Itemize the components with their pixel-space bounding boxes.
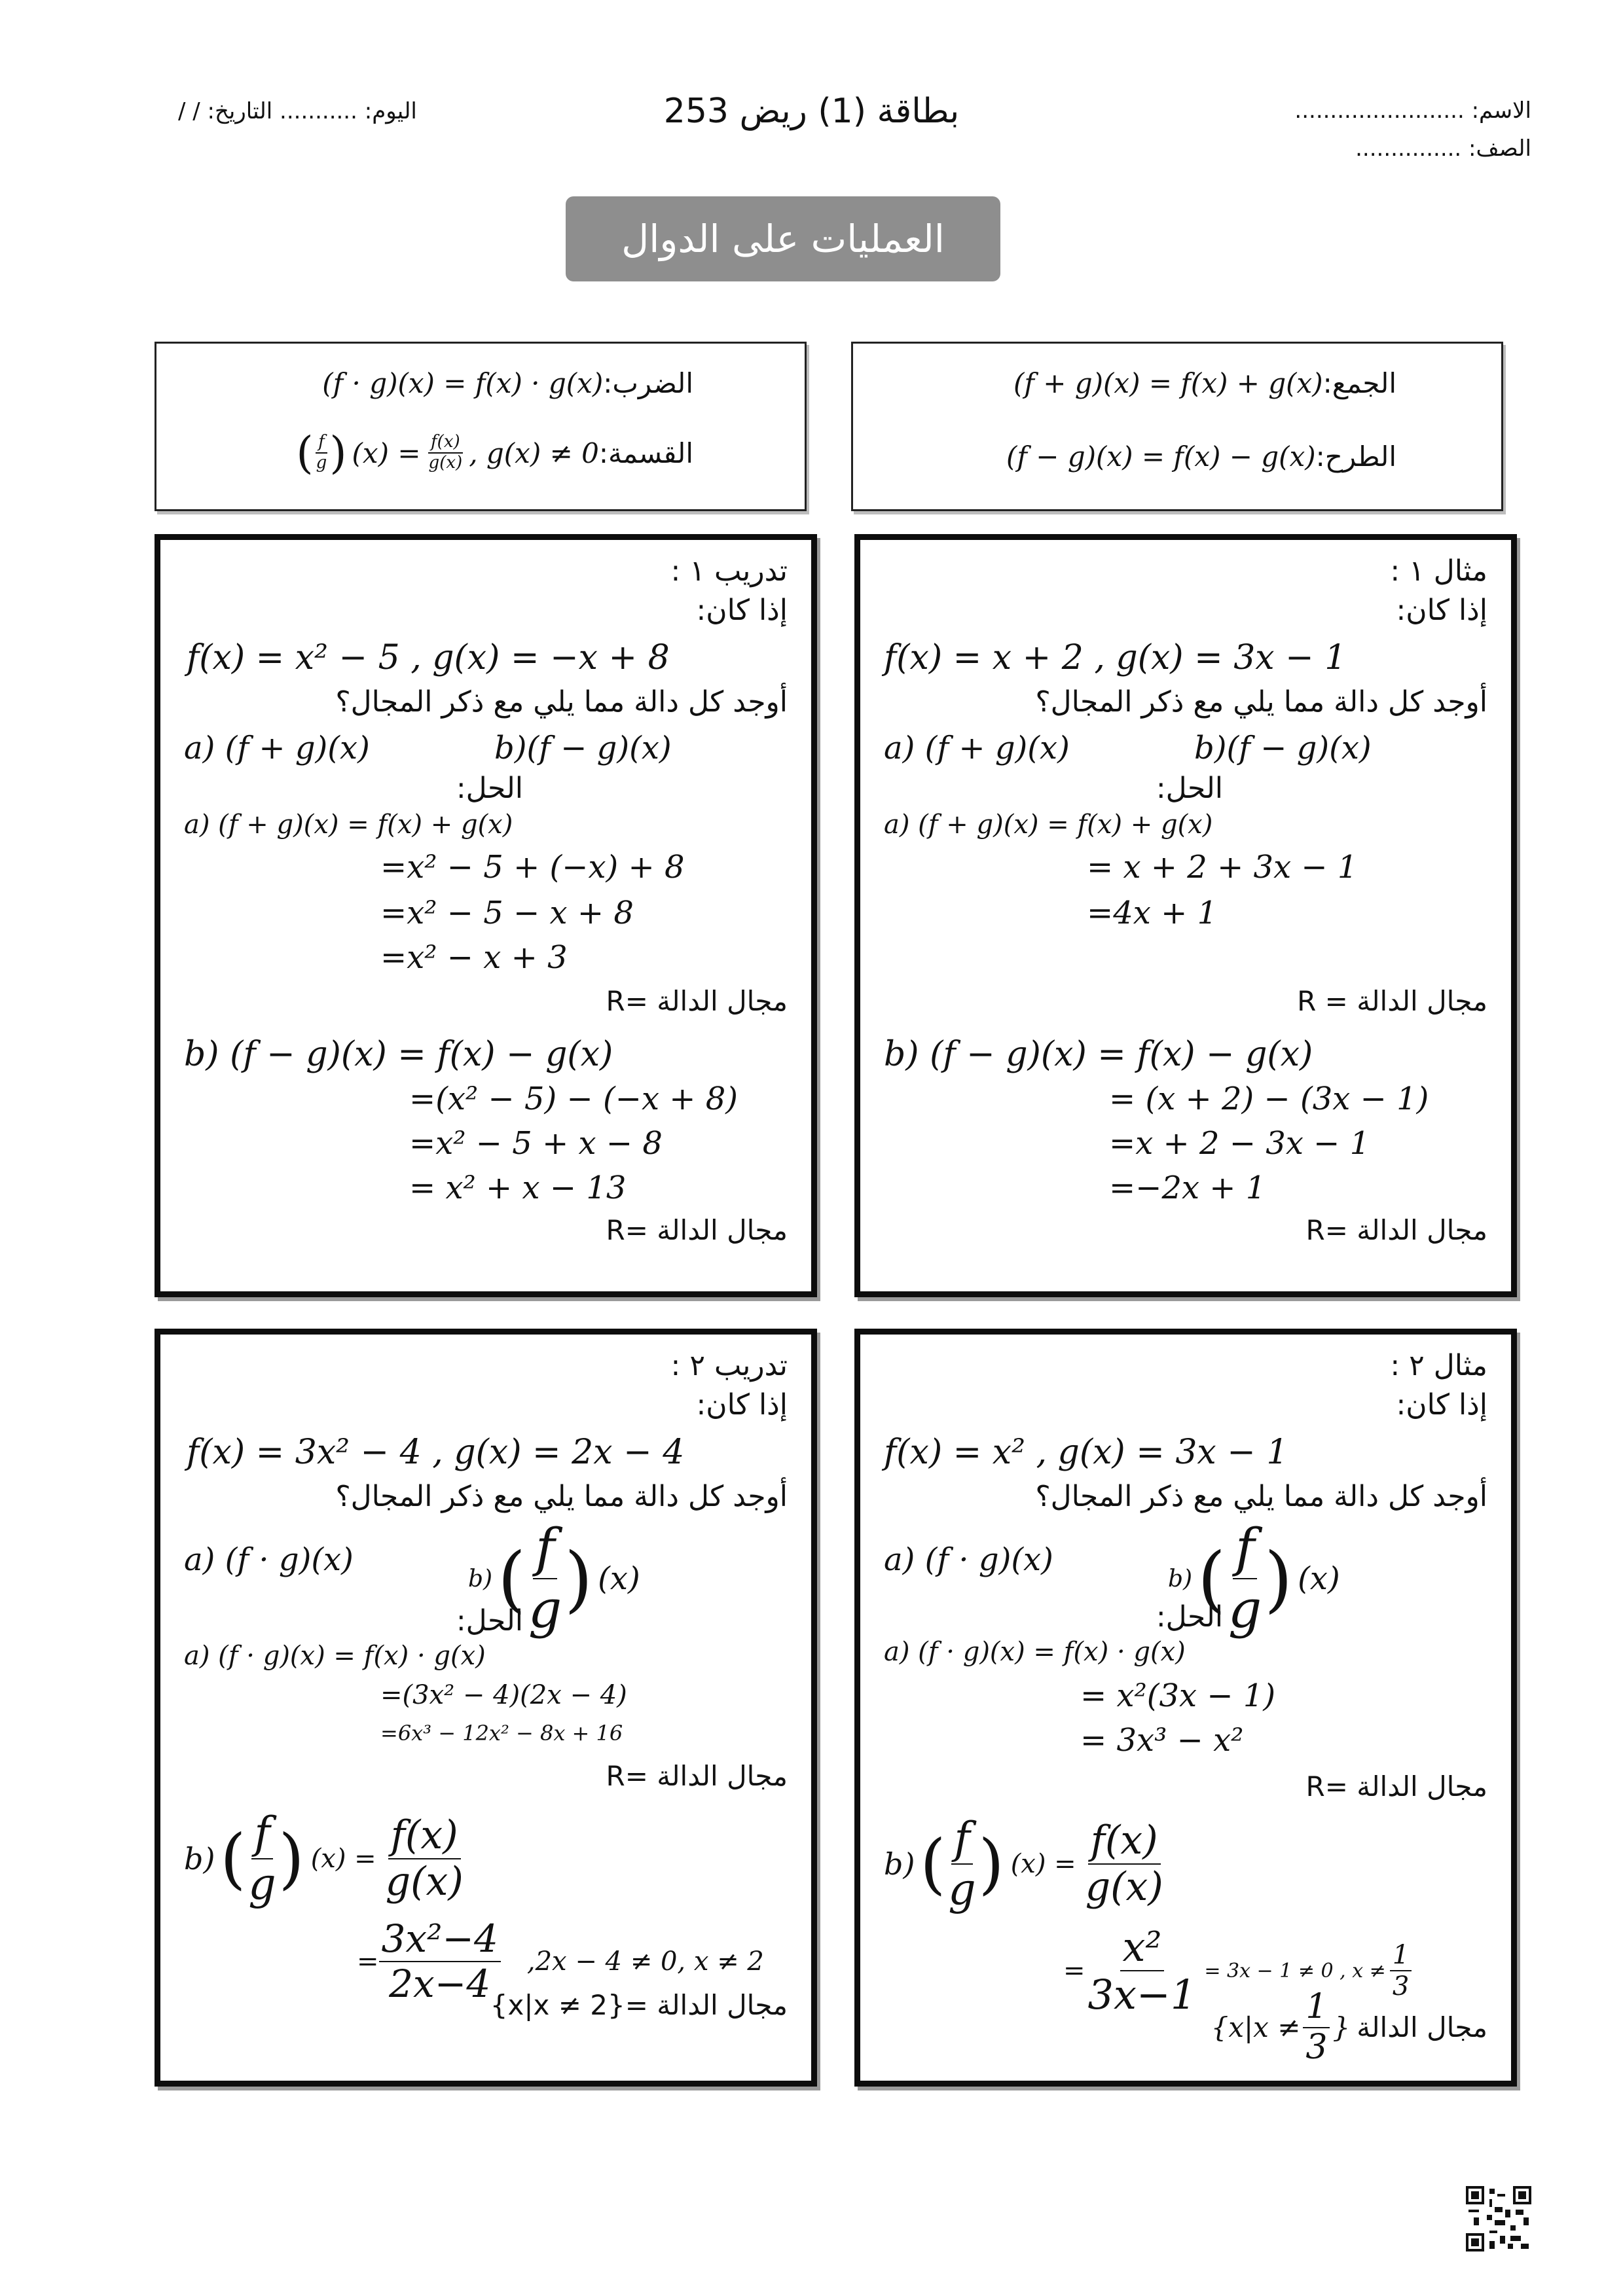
diff-label: الطرح: (1315, 440, 1396, 473)
example-2-b-frac-fg: $\frac{f}{g}$ (948, 1813, 976, 1914)
name-label: الاسم: ........................ (1294, 98, 1531, 124)
training-2-b-domain: مجال الدالة ={x|x ≠ 2} (490, 1989, 788, 2021)
training-2-card (155, 1329, 817, 2087)
example-2-a-line-3: = 3x³ − x² (1080, 1722, 1244, 1759)
training-2-qb-frac: $\frac{f}{g}$ (528, 1517, 562, 1640)
training-1-b-line-1: b) (f − g)(x) = f(x) − g(x) (184, 1035, 613, 1074)
example-2-card (854, 1329, 1517, 2087)
training-1-b-domain: مجال الدالة =R (606, 1214, 788, 1246)
example-2-b-line-2: = $\frac{\text{x²}}{3x-1}$ = 3x − 1 ≠ 0 , x ≠ $\frac{1}{3}$ (1063, 1924, 1412, 2018)
sum-rule: (f + g)(x) = f(x) + g(x)الجمع: (1013, 367, 1396, 399)
training-1-b-line-2: =(x² − 5) − (−x + 8) (409, 1081, 739, 1117)
training-1-solution-label: الحل: (456, 772, 523, 805)
quot-label: القسمة: (598, 437, 693, 469)
training-2-title: تدريب ٢ : (670, 1349, 788, 1382)
training-2-a-line-3: =6x³ − 12x² − 8x + 16 (380, 1721, 623, 1746)
sum-label: الجمع: (1322, 367, 1396, 399)
training-2-a-line-2: =(3x² − 4)(2x − 4) (380, 1680, 627, 1710)
training-2-b-frac-fg: $\frac{f}{g}$ (248, 1808, 276, 1909)
training-2-b-frac-fxgx: $\frac{f(x)}{g(x)}$ (385, 1812, 464, 1905)
example-1-b-line-3: =x + 2 − 3x − 1 (1109, 1125, 1370, 1162)
example-2-a-domain: مجال الدالة =R (1305, 1770, 1487, 1803)
quotient-rule: ( $\frac{f}{g}$ ) (x) = $\frac{f(x)}{g(x)}$ , g(x) ≠ 0 القسمة: (296, 427, 693, 478)
example-2-a-line-1: a) (f · g)(x) = f(x) · g(x) (884, 1637, 1186, 1667)
training-1-a-line-3: =x² − 5 − x + 8 (380, 895, 634, 931)
quot-frac-fxgx: $\frac{f(x)}{g(x)}$ (428, 432, 463, 473)
training-1-title: تدريب ١ : (670, 554, 788, 588)
example-2-qa: a) (f · g)(x) (884, 1541, 1053, 1578)
training-2-a-line-1: a) (f · g)(x) = f(x) · g(x) (184, 1641, 486, 1671)
training-2-b-line-1: b) ( $\frac{f}{g}$ ) (x) = $\frac{f(x)}{g(x)}$ (184, 1808, 466, 1909)
training-1-a-domain: مجال الدالة =R (606, 985, 788, 1017)
training-1-task: أوجد كل دالة مما يلي مع ذكر المجال؟ (335, 685, 788, 719)
rules-sum-diff-box (851, 342, 1503, 511)
training-1-qa: a) (f + g)(x) (184, 730, 370, 766)
example-2-if: إذا كان: (1396, 1388, 1487, 1422)
training-1-qb: b)(f − g)(x) (494, 730, 672, 766)
example-1-qb: b)(f − g)(x) (1194, 730, 1372, 766)
training-1-if: إذا كان: (696, 594, 788, 627)
prod-label: الضرب: (603, 367, 693, 399)
training-2-b-line-2: = $\frac{\text{3x²−4}}{2x-4}$ ,2x − 4 ≠ 0, x ≠ 2 (357, 1916, 764, 2006)
training-2-solution-label: الحل: (456, 1604, 523, 1638)
example-2-a-line-2: = x²(3x − 1) (1080, 1677, 1276, 1714)
example-1-b-line-4: =−2x + 1 (1109, 1170, 1266, 1206)
training-2-qb: b) ( $\frac{f}{g}$ ) (x) (468, 1517, 640, 1640)
example-2-b-frac-2: $\frac{\text{x²}}{3x-1}$ (1087, 1923, 1197, 2019)
training-2-if: إذا كان: (696, 1388, 788, 1422)
example-2-b-line-1: b) ( $\frac{f}{g}$ ) (x) = $\frac{f(x)}{g(x)}$ (884, 1814, 1166, 1914)
example-2-qb: b) ( $\frac{f}{g}$ ) (x) (1168, 1517, 1340, 1640)
example-2-functions: f(x) = x² , g(x) = 3x − 1 (884, 1433, 1288, 1472)
qr-code-icon (1466, 2186, 1531, 2251)
training-2-b-frac-2: $\frac{\text{3x²−4}}{2x-4}$ (379, 1917, 501, 2005)
training-1-functions: f(x) = x² − 5 , g(x) = −x + 8 (187, 638, 670, 677)
topic-banner: العمليات على الدوال (566, 196, 1000, 281)
training-2-functions: f(x) = 3x² − 4 , g(x) = 2x − 4 (187, 1433, 685, 1472)
example-1-a-line-1: a) (f + g)(x) = f(x) + g(x) (884, 810, 1213, 840)
training-2-a-domain: مجال الدالة =R (606, 1760, 788, 1792)
example-2-b-frac-fxgx: $\frac{f(x)}{g(x)}$ (1085, 1817, 1163, 1910)
example-1-b-line-1: b) (f − g)(x) = f(x) − g(x) (884, 1035, 1313, 1074)
day-date-field: اليوم: ........... التاريخ: / / (178, 98, 417, 124)
class-label: الصف: ............... (1355, 135, 1531, 162)
example-1-a-domain: مجال الدالة = R (1297, 985, 1487, 1017)
example-1-qa: a) (f + g)(x) (884, 730, 1070, 766)
training-1-a-line-2: =x² − 5 + (−x) + 8 (380, 849, 685, 886)
example-2-task: أوجد كل دالة مما يلي مع ذكر المجال؟ (1035, 1480, 1487, 1513)
example-2-b-cond-frac: $\frac{1}{3}$ (1390, 1940, 1412, 2001)
quot-frac-fg: $\frac{f}{g}$ (316, 432, 327, 473)
diff-rule: (f − g)(x) = f(x) − g(x)الطرح: (1006, 440, 1396, 473)
example-2-domain-frac: $\frac{1}{3}$ (1303, 1988, 1330, 2068)
example-1-task: أوجد كل دالة مما يلي مع ذكر المجال؟ (1035, 685, 1487, 719)
example-1-card (854, 534, 1517, 1297)
example-1-if: إذا كان: (1396, 594, 1487, 627)
example-1-b-line-2: = (x + 2) − (3x − 1) (1109, 1081, 1429, 1117)
example-1-a-line-3: =4x + 1 (1087, 895, 1218, 931)
example-1-title: مثال ١ : (1390, 554, 1487, 588)
example-1-solution-label: الحل: (1156, 772, 1223, 805)
training-2-task: أوجد كل دالة مما يلي مع ذكر المجال؟ (335, 1480, 788, 1513)
training-1-a-line-1: a) (f + g)(x) = f(x) + g(x) (184, 810, 513, 840)
training-1-b-line-3: =x² − 5 + x − 8 (409, 1125, 663, 1162)
example-1-a-line-2: = x + 2 + 3x − 1 (1087, 849, 1358, 886)
example-1-b-domain: مجال الدالة =R (1305, 1214, 1487, 1246)
product-rule: (f · g)(x) = f(x) · g(x)الضرب: (322, 367, 693, 399)
example-1-functions: f(x) = x + 2 , g(x) = 3x − 1 (884, 638, 1347, 677)
example-2-solution-label: الحل: (1156, 1600, 1223, 1634)
training-1-card (155, 534, 817, 1297)
example-2-qb-frac: $\frac{f}{g}$ (1228, 1517, 1262, 1640)
training-1-b-line-4: = x² + x − 13 (409, 1170, 627, 1206)
training-1-a-line-4: =x² − x + 3 (380, 939, 568, 976)
example-2-b-domain: {x|x ≠ $\frac{1}{3}$ } مجال الدالة (1211, 1987, 1487, 2067)
example-2-title: مثال ٢ : (1390, 1349, 1487, 1382)
training-2-qa: a) (f · g)(x) (184, 1541, 354, 1578)
card-title: بطاقة (1) ريض 253 (663, 92, 960, 131)
rules-prod-quot-box (155, 342, 807, 511)
